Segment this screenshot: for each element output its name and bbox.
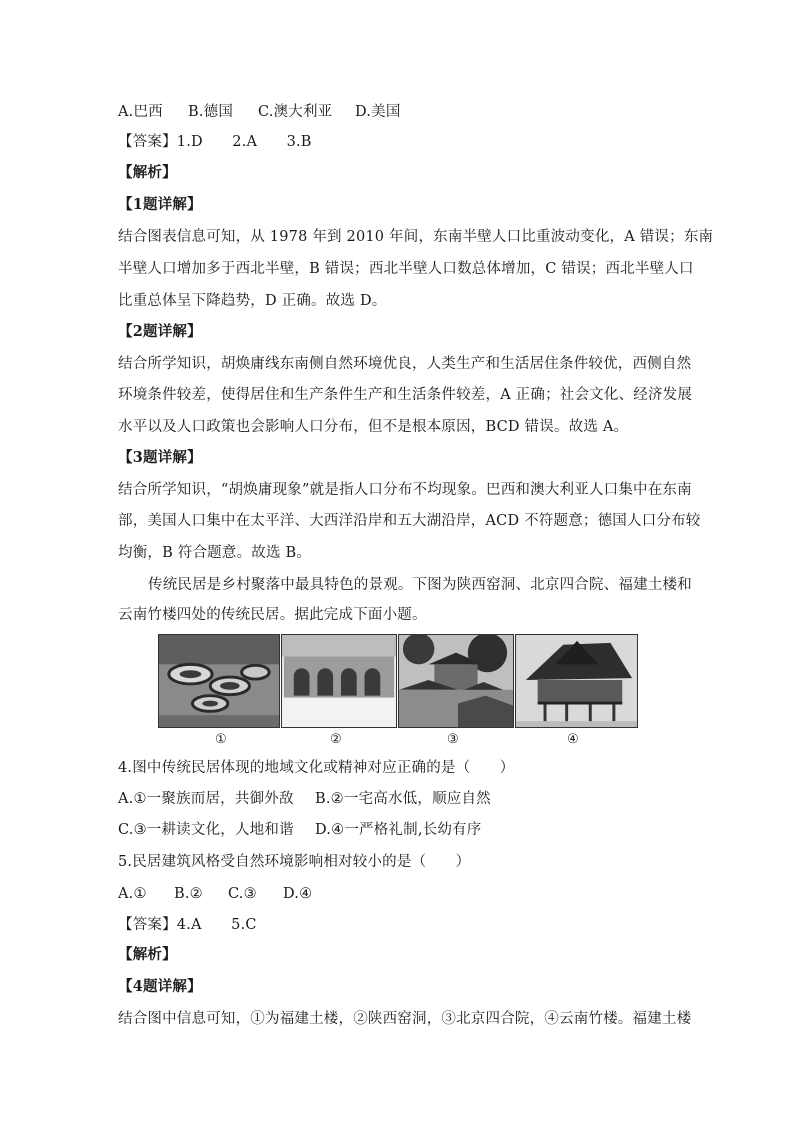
q5-options: [118, 884, 312, 904]
q3-detail-heading: 【3题详解】: [118, 449, 202, 466]
photo-caption-4: ④: [567, 732, 579, 747]
photo-caption-1: ①: [215, 732, 227, 747]
q4-detail-heading: 【4题详解】: [118, 978, 202, 995]
option-c: C.澳大利亚: [258, 104, 333, 120]
q5-option-a: A.①: [118, 886, 147, 902]
dwelling-photo-strip: [158, 634, 638, 728]
q3-text-line: 结合所学知识，“胡焕庸现象”就是指人口分布不均现象。巴西和澳大利亚人口集中在东南: [118, 482, 692, 498]
answer-line-1: 【答案】1.D 2.A 3.B: [118, 134, 312, 150]
q2-text-line: 水平以及人口政策也会影响人口分布，但不是根本原因，BCD 错误。故选 A。: [118, 419, 629, 435]
option-b: B.德国: [188, 104, 234, 120]
answer-line-2: 【答案】4.A 5.C: [118, 917, 257, 933]
photo-shaanxi-yaodong: [281, 634, 397, 728]
q3-text-line: 均衡，B 符合题意。故选 B。: [118, 545, 312, 561]
analysis-heading-2: 【解析】: [118, 946, 177, 963]
photo-fujian-tulou: [158, 634, 280, 728]
option-d: D.美国: [355, 104, 401, 120]
photo-beijing-siheyuan: [398, 634, 514, 728]
photo-caption-2: ②: [330, 732, 342, 747]
photo-caption-3: ③: [447, 732, 459, 747]
intro-text-line: 传统民居是乡村聚落中最具特色的景观。下图为陕西窑洞、北京四合院、福建土楼和: [148, 577, 692, 593]
q5-option-b: B.②: [174, 886, 203, 902]
q4-option-a: A.①一聚族而居，共御外敌: [118, 791, 294, 807]
q1-detail-heading: 【1题详解】: [118, 196, 202, 213]
q2-text-line: 结合所学知识，胡焕庸线东南侧自然环境优良，人类生产和生活居住条件较优，西侧自然: [118, 356, 692, 372]
intro-text-line: 云南竹楼四处的传统民居。据此完成下面小题。: [118, 607, 427, 623]
q4-option-b: B.②一宅高水低，顺应自然: [315, 791, 491, 807]
q2-detail-heading: 【2题详解】: [118, 323, 202, 340]
option-a: A.巴西: [118, 104, 163, 120]
question-4: 4.图中传统民居体现的地域文化或精神对应正确的是（ ）: [118, 760, 515, 776]
q1-text-line: 比重总体呈下降趋势，D 正确。故选 D。: [118, 293, 387, 309]
photo-yunnan-zhulou: [515, 634, 638, 728]
q5-option-c: C.③: [228, 886, 257, 902]
q1-text-line: 半壁人口增加多于西北半壁，B 错误；西北半壁人口数总体增加，C 错误；西北半壁人口: [118, 261, 694, 277]
q1-text-line: 结合图表信息可知，从 1978 年到 2010 年间，东南半壁人口比重波动变化，A 错误；东南: [118, 229, 714, 245]
q2-text-line: 环境条件较差，使得居住和生产条件生产和生活条件较差，A 正确；社会文化、经济发展: [118, 387, 693, 403]
q4-option-d: D.④一严格礼制,长幼有序: [315, 822, 482, 838]
q4-options-ab: [118, 789, 491, 809]
analysis-heading-1: 【解析】: [118, 164, 177, 181]
q5-option-d: D.④: [283, 886, 313, 902]
question-5: 5.民居建筑风格受自然环境影响相对较小的是（ ）: [118, 854, 471, 870]
q3-text-line: 部，美国人口集中在太平洋、大西洋沿岸和五大湖沿岸，ACD 不符题意；德国人口分布较: [118, 513, 701, 529]
q4-options-cd: [118, 820, 481, 840]
q3-options: [118, 102, 401, 122]
q4-text-line: 结合图中信息可知，①为福建土楼，②陕西窑洞，③北京四合院，④云南竹楼。福建土楼: [118, 1011, 692, 1027]
q4-option-c: C.③一耕读文化，人地和谐: [118, 822, 294, 838]
